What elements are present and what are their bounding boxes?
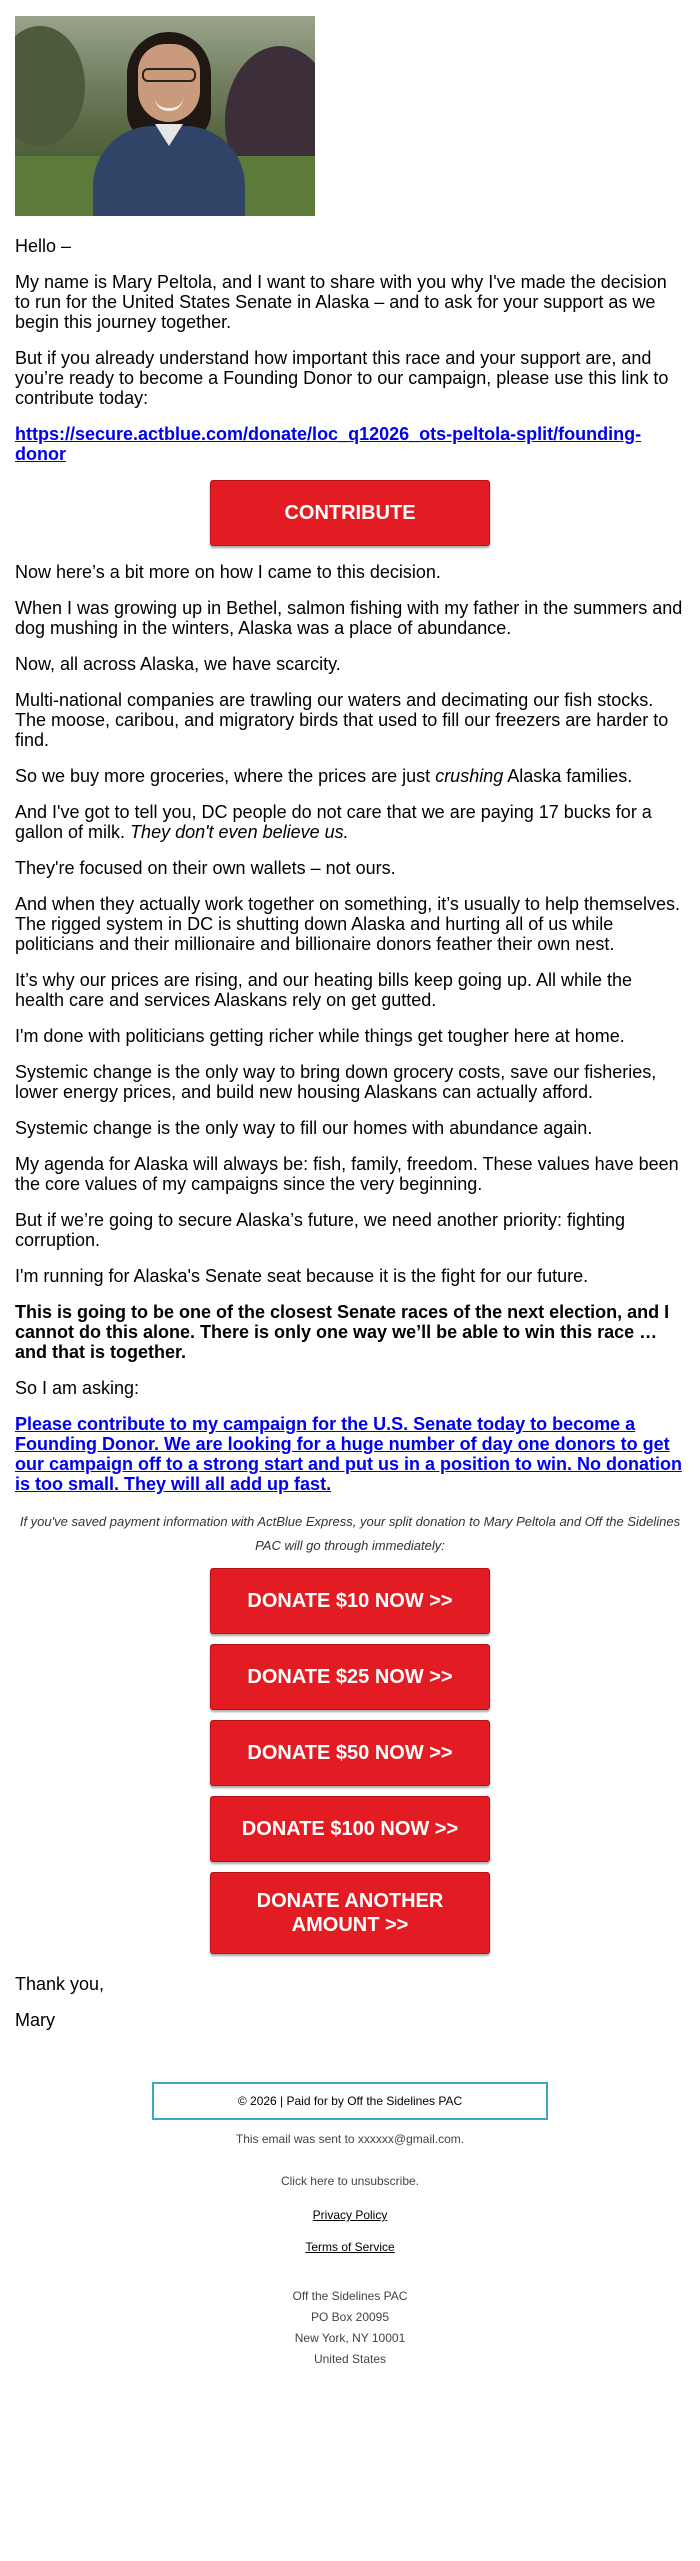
- paragraph-founding-donor: But if you already understand how important this race and your support are, and you’re ready to become a Founding Donor to our campaign, please use this link to contribute today:: [15, 348, 669, 408]
- contribute-ask-link[interactable]: Please contribute to my campaign for the U.S. Senate today to become a Founding Donor. We are looking for a huge number of day one donors to get our campaign off to a strong start and put us in a position to win. No donation is too small. They will all add up fast.: [15, 1414, 682, 1494]
- paragraph-systemic-change-1: Systemic change is the only way to bring down grocery costs, save our fisheries, lower energy prices, and build new housing Alaskans can actually afford.: [15, 1062, 657, 1102]
- unsubscribe-row: [15, 2172, 685, 2190]
- paragraph-asking: So I am asking:: [15, 1378, 140, 1398]
- address-line-pobox: PO Box 20095: [310, 2310, 390, 2324]
- greeting: Hello –: [15, 236, 72, 256]
- paragraph-scarcity: Now, all across Alaska, we have scarcity.: [15, 654, 341, 674]
- footer: [15, 2046, 685, 2390]
- unsubscribe-link[interactable]: Click here to unsubscribe.: [280, 2174, 420, 2188]
- paragraph-groceries: [15, 766, 685, 786]
- signature: Mary: [15, 2010, 55, 2030]
- paragraph-prices: It’s why our prices are rising, and our heating bills keep going up. All while the health care and services Alaskans rely on get gutted.: [15, 970, 633, 1010]
- photo-tree-left: [15, 26, 85, 146]
- donate-link-paragraph: [15, 424, 685, 464]
- address-line-country: United States: [313, 2352, 387, 2366]
- photo-glasses: [142, 68, 196, 82]
- paragraph-decision: Now here’s a bit more on how I came to this decision.: [15, 562, 441, 582]
- paragraph-trawling: Multi-national companies are trawling our waters and decimating our fish stocks. The moose, caribou, and migratory birds that used to fill our freezers are harder to find.: [15, 690, 669, 750]
- mailing-address: [15, 2286, 685, 2370]
- paragraph-bethel: When I was growing up in Bethel, salmon fishing with my father in the summers and dog mushing in the winters, Alaska was a place of abundance.: [15, 598, 683, 638]
- donate-button-stack: [15, 1568, 685, 1954]
- donate-50-button[interactable]: DONATE $50 NOW >>: [210, 1720, 490, 1786]
- contribute-button[interactable]: CONTRIBUTE: [210, 480, 490, 546]
- donate-25-button[interactable]: DONATE $25 NOW >>: [210, 1644, 490, 1710]
- copyright-box: © 2026 | Paid for by Off the Sidelines PAC: [152, 2082, 548, 2120]
- paragraph-agenda: My agenda for Alaska will always be: fish, family, freedom. These values have been the core values of my campaigns since the very beginning.: [15, 1154, 679, 1194]
- groceries-text-a: So we buy more groceries, where the prices are just: [15, 766, 436, 786]
- paragraph-milk: [15, 802, 685, 842]
- paragraph-systemic-change-2: Systemic change is the only way to fill our homes with abundance again.: [15, 1118, 593, 1138]
- paragraph-corruption: But if we’re going to secure Alaska’s future, we need another priority: fighting corruption.: [15, 1210, 626, 1250]
- paragraph-running: I'm running for Alaska's Senate seat because it is the fight for our future.: [15, 1266, 589, 1286]
- signoff: Thank you,: [15, 1974, 105, 1994]
- donate-row-50: [15, 1720, 685, 1786]
- contribute-button-row: [15, 480, 685, 546]
- terms-of-service-link[interactable]: Terms of Service: [305, 2240, 395, 2254]
- paragraph-rigged-system: And when they actually work together on something, it’s usually to help themselves. The rigged system in DC is shutting down Alaska and hurting all of us while politicians and their millionaire and billionaire donors feather their own nest.: [15, 894, 681, 954]
- donate-row-25: [15, 1644, 685, 1710]
- donate-10-button[interactable]: DONATE $10 NOW >>: [210, 1568, 490, 1634]
- donate-other-amount-button[interactable]: DONATE ANOTHER AMOUNT >>: [210, 1872, 490, 1954]
- donate-row-other: [15, 1872, 685, 1954]
- groceries-emphasis: crushing: [435, 766, 504, 786]
- donate-100-button[interactable]: DONATE $100 NOW >>: [210, 1796, 490, 1862]
- groceries-text-b: Alaska families.: [503, 766, 633, 786]
- paragraph-closest-race: This is going to be one of the closest Senate races of the next election, and I cannot do this alone. There is only one way we’ll be able to win this race … and that is together.: [15, 1302, 670, 1362]
- privacy-row: [15, 2206, 685, 2238]
- address-line-city: New York, NY 10001: [294, 2331, 406, 2345]
- sent-to-text: This email was sent to xxxxxx@gmail.com.: [235, 2132, 465, 2146]
- paragraph-wallets: They're focused on their own wallets – not ours.: [15, 858, 396, 878]
- paragraph-done: I'm done with politicians getting richer while things get tougher here at home.: [15, 1026, 625, 1046]
- donate-row-100: [15, 1796, 685, 1862]
- paragraph-intro: My name is Mary Peltola, and I want to share with you why I've made the decision to run for the United States Senate in Alaska – and to ask for your support as we begin this journey together.: [15, 272, 667, 332]
- milk-emphasis: They don't even believe us.: [130, 822, 349, 842]
- donate-url-link[interactable]: https://secure.actblue.com/donate/loc_q12026_ots-peltola-split/founding-donor: [15, 424, 642, 464]
- milk-text: And I've got to tell you, DC people do not care that we are paying 17 bucks for a gallon of milk.: [15, 802, 652, 842]
- address-line-org: Off the Sidelines PAC: [292, 2289, 408, 2303]
- actblue-express-note: If you've saved payment information with ActBlue Express, your split donation to Mary Peltola and Off the Sidelines PAC will go through immediately:: [19, 1514, 681, 1553]
- terms-row: [15, 2238, 685, 2270]
- ask-link-paragraph: [15, 1414, 685, 1494]
- privacy-policy-link[interactable]: Privacy Policy: [312, 2208, 388, 2222]
- candidate-photo: [15, 16, 315, 216]
- donate-row-10: [15, 1568, 685, 1634]
